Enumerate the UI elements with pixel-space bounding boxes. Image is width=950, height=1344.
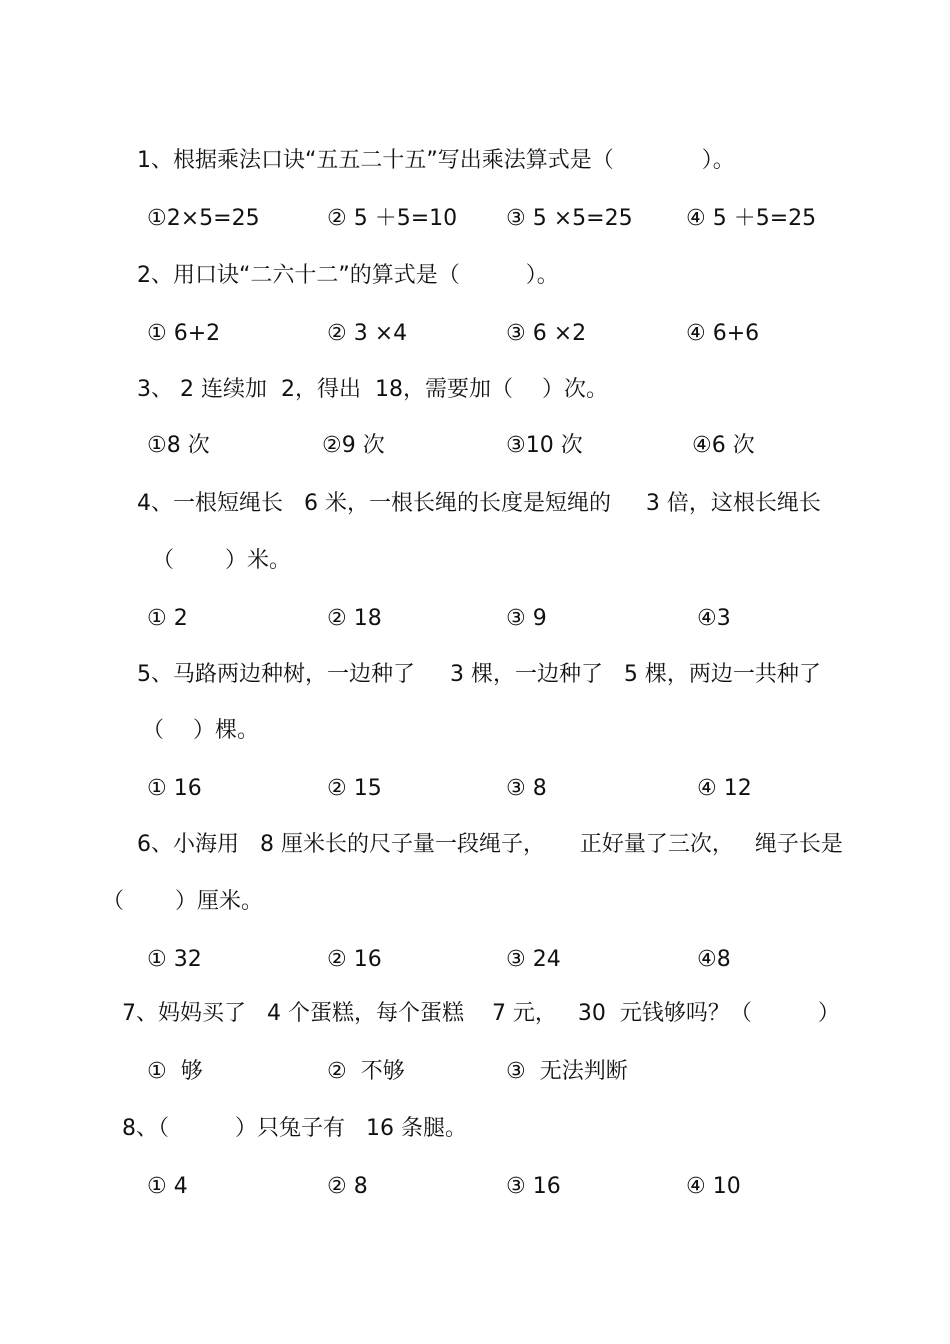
question-4-option-3: ③ 9: [506, 606, 547, 631]
question-3-option-4: ④6 次: [692, 433, 755, 458]
question-5-text-continued: （ ）棵。: [142, 718, 259, 743]
question-2-text: 2、用口诀“二六十二”的算式是（ ）。: [137, 263, 559, 288]
question-8-option-3: ③ 16: [506, 1174, 561, 1199]
question-4-text-continued: （ ）米。: [152, 548, 291, 573]
question-2-option-3: ③ 6 ×2: [506, 321, 587, 346]
question-5-option-2: ② 15: [327, 776, 382, 801]
question-7-option-1: ① 够: [147, 1059, 203, 1084]
question-1-text: 1、根据乘法口诀“五五二十五”写出乘法算式是（ ）。: [137, 148, 735, 173]
question-7-option-3: ③ 无法判断: [506, 1059, 628, 1084]
question-5-text: 5、马路两边种树，一边种了 3 棵，一边种了 5 棵，两边一共种了: [137, 662, 821, 687]
question-8-option-4: ④ 10: [686, 1174, 741, 1199]
question-5-option-3: ③ 8: [506, 776, 547, 801]
question-1-option-3: ③ 5 ×5=25: [506, 206, 633, 231]
question-6-option-3: ③ 24: [506, 947, 561, 972]
question-4-option-4: ④3: [697, 606, 731, 631]
question-2-option-1: ① 6+2: [147, 321, 221, 346]
question-5-option-4: ④ 12: [697, 776, 752, 801]
question-6-text: 6、小海用 8 厘米长的尺子量一段绳子， 正好量了三次， 绳子长是: [137, 832, 843, 857]
question-7-option-2: ② 不够: [327, 1059, 405, 1084]
question-6-option-1: ① 32: [147, 947, 202, 972]
question-4-text: 4、一根短绳长 6 米，一根长绳的长度是短绳的 3 倍，这根长绳长: [137, 491, 821, 516]
question-5-option-1: ① 16: [147, 776, 202, 801]
question-2-option-4: ④ 6+6: [686, 321, 760, 346]
question-4-option-1: ① 2: [147, 606, 188, 631]
question-8-option-1: ① 4: [147, 1174, 188, 1199]
question-6-option-2: ② 16: [327, 947, 382, 972]
question-6-option-4: ④8: [697, 947, 731, 972]
question-2-option-2: ② 3 ×4: [327, 321, 408, 346]
question-3-text: 3、 2 连续加 2，得出 18，需要加（ ）次。: [137, 377, 608, 402]
question-1-option-2: ② 5 ＋5=10: [327, 206, 458, 231]
question-8-text: 8、（ ）只兔子有 16 条腿。: [122, 1116, 467, 1141]
question-3-option-1: ①8 次: [147, 433, 210, 458]
question-3-option-2: ②9 次: [322, 433, 385, 458]
question-6-text-continued: （ ）厘米。: [102, 889, 263, 914]
question-1-option-1: ①2×5=25: [147, 206, 260, 231]
question-8-option-2: ② 8: [327, 1174, 368, 1199]
question-3-option-3: ③10 次: [506, 433, 583, 458]
question-4-option-2: ② 18: [327, 606, 382, 631]
question-7-text: 7、妈妈买了 4 个蛋糕，每个蛋糕 7 元， 30 元钱够吗？（ ）: [122, 1001, 840, 1026]
question-1-option-4: ④ 5 ＋5=25: [686, 206, 817, 231]
